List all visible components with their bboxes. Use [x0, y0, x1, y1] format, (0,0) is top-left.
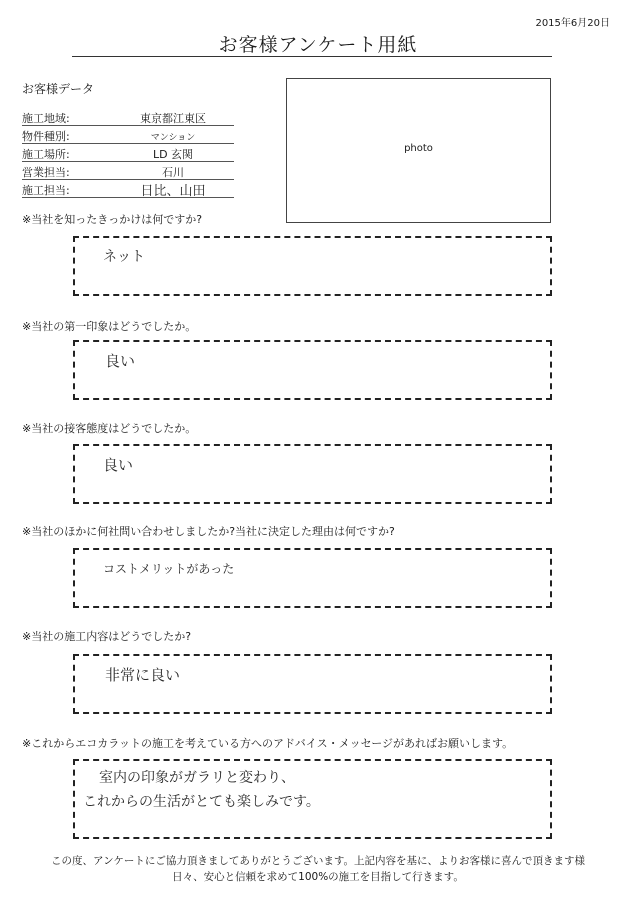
photo-label: photo — [404, 143, 433, 154]
row-label: 施工地域: — [22, 112, 70, 125]
survey-date: 2015年6月20日 — [535, 18, 610, 29]
question-4: ※当社のほかに何社問い合わせしましたか?当社に決定した理由は何ですか? — [22, 525, 395, 538]
answer-5: 非常に良い — [105, 666, 181, 684]
answer-box-2 — [73, 340, 552, 400]
row-property-type — [22, 126, 234, 144]
page-title: お客様アンケート用紙 — [218, 34, 418, 56]
row-construction-area — [22, 108, 234, 126]
question-3: ※当社の接客態度はどうでしたか。 — [22, 422, 197, 435]
answer-box-5 — [73, 654, 552, 714]
answer-6-line-1: 室内の印象がガラリと変わり、 — [99, 770, 295, 786]
answer-box-3 — [73, 444, 552, 504]
row-value: LD 玄関 — [152, 148, 194, 161]
answer-box-1 — [73, 236, 552, 296]
row-label: 物件種別: — [22, 130, 70, 143]
row-label: 営業担当: — [22, 166, 70, 179]
question-5: ※当社の施工内容はどうでしたか? — [22, 630, 192, 643]
customer-data-heading: お客様データ — [22, 82, 95, 96]
row-value: 東京都江東区 — [140, 112, 206, 125]
title-underline — [72, 56, 552, 57]
row-value: マンション — [150, 133, 196, 143]
question-1: ※当社を知ったきっかけは何ですか? — [22, 213, 203, 226]
answer-2: 良い — [105, 352, 136, 370]
row-label: 施工担当: — [22, 184, 70, 197]
answer-1: ネット — [103, 249, 145, 265]
footer-line-2: 日々、安心と信頼を求めて100%の施工を目指して行きます。 — [172, 871, 464, 883]
answer-3: 良い — [103, 456, 134, 474]
photo-placeholder — [286, 78, 551, 223]
answer-4: コストメリットがあった — [103, 562, 235, 576]
row-sales-staff — [22, 162, 234, 180]
question-6: ※これからエコカラットの施工を考えている方へのアドバイス・メッセージがあればお願いします。 — [22, 737, 514, 750]
row-construction-location — [22, 144, 234, 162]
answer-6-line-2: これからの生活がとても楽しみです。 — [83, 794, 320, 810]
row-construction-staff — [22, 180, 234, 198]
question-2: ※当社の第一印象はどうでしたか。 — [22, 320, 197, 333]
row-value-handwritten: 日比、山田 — [140, 184, 206, 199]
row-value: 石川 — [162, 166, 184, 179]
footer-line-1: この度、アンケートにご協力頂きましてありがとうございます。上記内容を基に、よりお客様に喜んで頂きます様 — [50, 855, 586, 867]
row-label: 施工場所: — [22, 148, 70, 161]
answer-box-4 — [73, 548, 552, 608]
answer-box-6 — [73, 759, 552, 839]
